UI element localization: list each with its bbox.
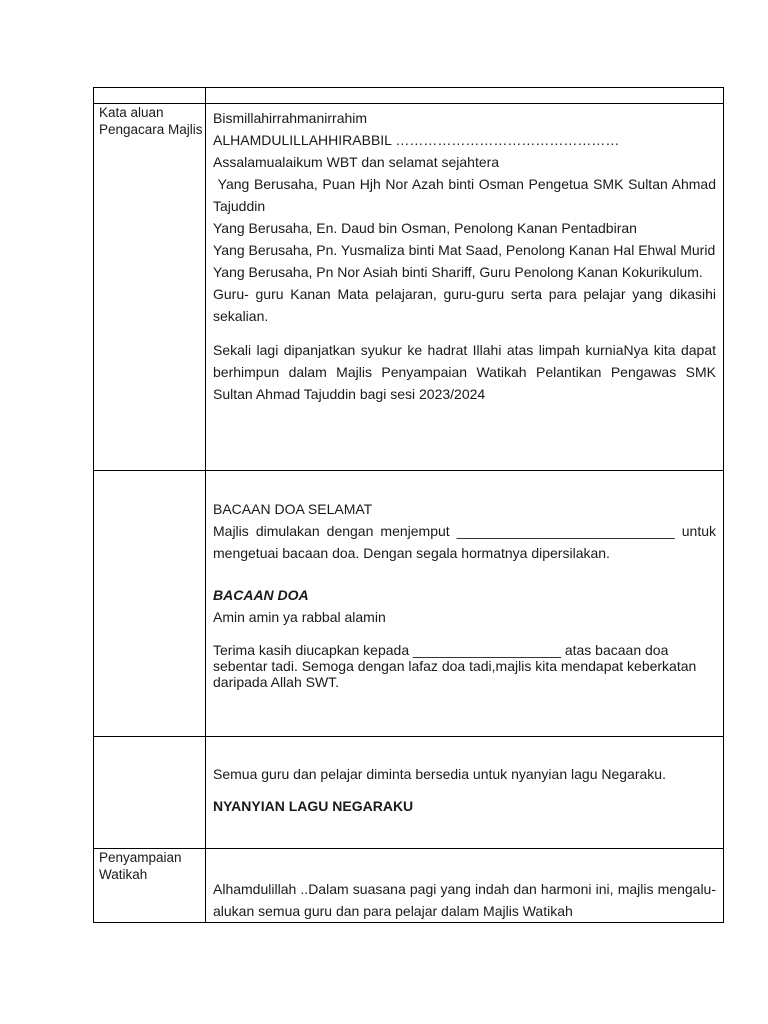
section-heading: NYANYIAN LAGU NEGARAKU (213, 798, 414, 814)
text-line: Bismillahirrahmanirrahim (213, 110, 368, 126)
text-line: Yang Berusaha, Pn. Yusmaliza binti Mat Saad, Penolong Kanan Hal Ehwal Murid (213, 242, 716, 258)
invite-paragraph: Majlis dimulakan dengan menjemput ____________________________ untuk mengetuai bacaan doa. Dengan segala hormatnya dipersilakan. (213, 523, 716, 561)
table-row-header (94, 88, 724, 104)
program-script-table (93, 87, 724, 923)
content-cell (206, 737, 724, 849)
content-cell (206, 88, 724, 104)
thanks-paragraph: Terima kasih diucapkan kepada ___________________ atas bacaan doa sebentar tadi. Semoga dengan lafaz doa tadi,majlis kita mendapat keberkatan daripada Allah SWT. (213, 642, 697, 690)
text-line: Yang Berusaha, En. Daud bin Osman, Penolong Kanan Pentadbiran (213, 220, 637, 236)
instruction-text: Semua guru dan pelajar diminta bersedia untuk nyanyian lagu Negaraku. (213, 766, 666, 782)
label-cell (94, 849, 206, 923)
text-paragraph: Alhamdulillah ..Dalam suasana pagi yang indah dan harmoni ini, majlis mengalu-alukan semua guru dan para pelajar dalam Majlis Watikah (213, 881, 716, 919)
content-cell (206, 849, 724, 923)
section-subheading: BACAAN DOA (213, 587, 309, 603)
text-paragraph: Sekali lagi dipanjatkan syukur ke hadrat Illahi atas limpah kurniaNya kita dapat berhimpun dalam Majlis Penyampaian Watikah Pelantikan Pengawas SMK Sultan Ahmad Tajuddin bagi sesi 2023/2024 (213, 342, 716, 402)
amin-line: Amin amin ya rabbal alamin (213, 609, 386, 625)
label-cell (94, 104, 206, 471)
text-line: Yang Berusaha, Puan Hjh Nor Azah binti Osman Pengetua SMK Sultan Ahmad Tajuddin (213, 176, 720, 214)
table-row-negaraku (94, 737, 724, 849)
text-line: ALHAMDULILLAHHIRABBIL ………………………………………… (213, 132, 620, 148)
row-label: Penyampaian Watikah (99, 850, 182, 882)
text-line: Guru- guru Kanan Mata pelajaran, guru-guru serta para pelajar yang dikasihi sekalian. (213, 286, 716, 324)
label-cell (94, 88, 206, 104)
text-line: Assalamualaikum WBT dan selamat sejahtera (213, 154, 500, 170)
label-cell (94, 737, 206, 849)
table-row-bacaan-doa (94, 471, 724, 737)
text-line: Yang Berusaha, Pn Nor Asiah binti Shariff, Guru Penolong Kanan Kokurikulum. (213, 264, 703, 280)
table-row-kata-aluan (94, 104, 724, 471)
content-cell (206, 471, 724, 737)
content-cell (206, 104, 724, 471)
label-cell (94, 471, 206, 737)
row-label: Kata aluan Pengacara Majlis (99, 105, 203, 137)
section-heading: BACAAN DOA SELAMAT (213, 501, 373, 517)
table-row-penyampaian-watikah (94, 849, 724, 923)
